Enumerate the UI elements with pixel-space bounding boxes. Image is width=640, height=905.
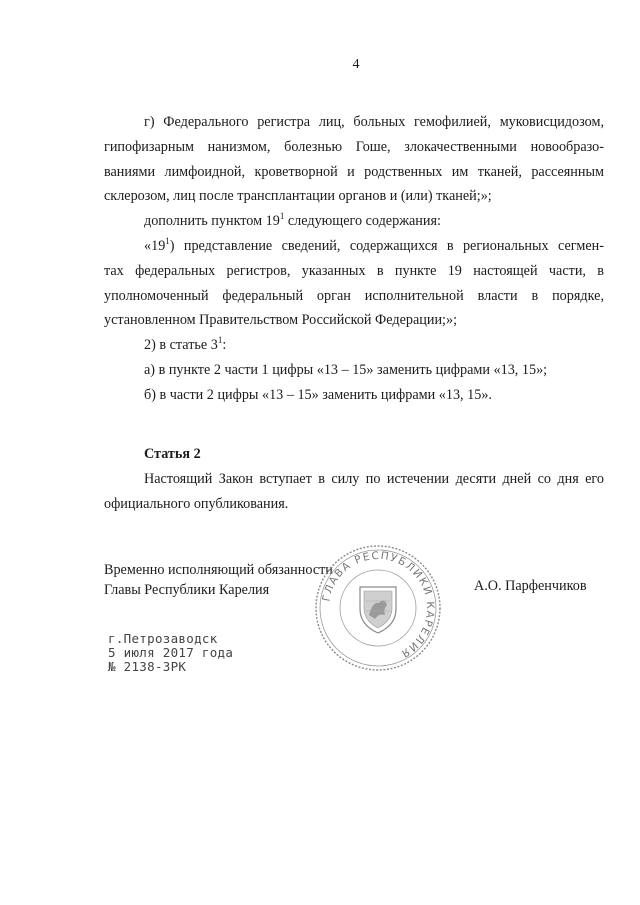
superscript: 1 (165, 235, 170, 246)
text-run: ) представление сведений, содержащихся в региональных сегмен- (169, 237, 604, 254)
paragraph-line: г) Федерального регистра лиц, больных гемофилией, муковисцидозом, (144, 114, 604, 130)
paragraph-line: официального опубликования. (104, 495, 289, 512)
paragraph-line (104, 234, 604, 259)
stamp-number: № 2138-ЗРК (108, 659, 187, 674)
superscript: 1 (279, 211, 285, 222)
paragraph-line: тах федеральных регистров, указанных в пункте 19 настоящей части, в (104, 262, 604, 279)
paragraph-line: ваниями лимфоидной, кроветворной и родственных им тканей, рассеянным (104, 163, 604, 180)
signer-name: А.О. Парфенчиков (474, 578, 587, 594)
text-run: следующего содержания: (284, 213, 441, 230)
paragraph-line: б) в части 2 цифры «13 – 15» заменить цифрами «13, 15». (144, 386, 492, 403)
paragraph-line: установленном Правительством Российской Федерации;»; (104, 312, 458, 329)
paragraph-add-point (104, 209, 604, 234)
signature-title (104, 560, 333, 600)
svg-text:ГЛАВА РЕСПУБЛИКИ КАРЕЛИЯ: ГЛАВА РЕСПУБЛИКИ КАРЕЛИЯ (320, 549, 437, 660)
signature-title-line: Временно исполняющий обязанности (104, 562, 333, 578)
text-run: 2) в статье 3 (144, 337, 218, 354)
paragraph-line: склерозом, лиц после трансплантации органов и (или) тканей;»; (104, 188, 492, 205)
paragraph-line: а) в пункте 2 части 1 цифры «13 – 15» заменить цифрами «13, 15»; (144, 361, 548, 378)
paragraph-line (104, 333, 604, 358)
official-seal (313, 543, 443, 673)
text-run: дополнить пунктом 19 (144, 213, 280, 230)
text-run: : (222, 337, 227, 354)
coat-of-arms-icon (360, 587, 396, 633)
registration-stamp (108, 632, 233, 674)
stamp-date: 5 июля 2017 года (108, 645, 234, 660)
signature-title-line: Главы Республики Карелия (104, 582, 270, 598)
stamp-city: г.Петрозаводск (108, 631, 218, 646)
paragraph-line: гипофизарным нанизмом, болезнью Гоше, злокачественными новообразо- (104, 138, 604, 155)
article-heading: Статья 2 (144, 446, 201, 463)
text-run: «19 (144, 237, 166, 254)
paragraph-line: уполномоченный федеральный орган исполнительной власти в порядке, (104, 287, 604, 304)
superscript: 1 (217, 335, 223, 346)
document-body (104, 110, 604, 517)
paragraph-line: Настоящий Закон вступает в силу по истечении десяти дней со дня его (144, 471, 604, 488)
page-number: 4 (352, 57, 360, 72)
